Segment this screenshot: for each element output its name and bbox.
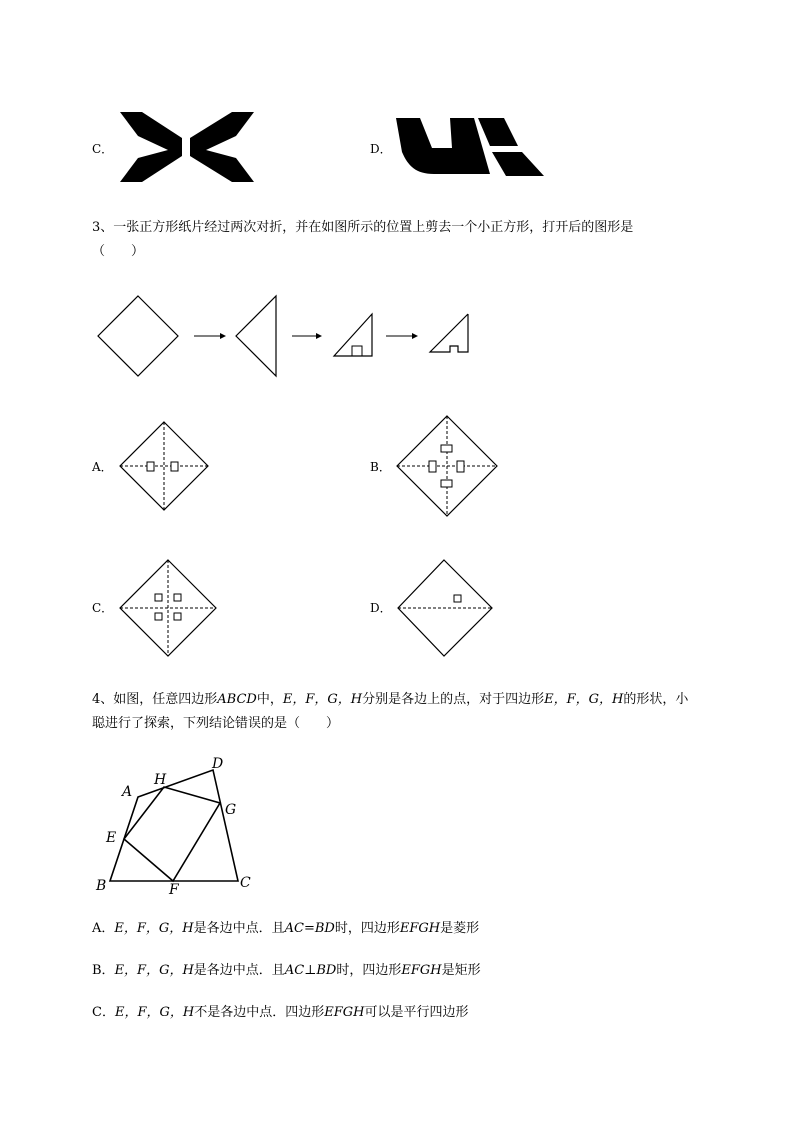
q4-option-a: A．E，F，G，H是各边中点．且AC=BD时，四边形EFGH是菱形 — [92, 921, 480, 936]
vertex-label-g: G — [225, 802, 237, 818]
vertex-label-b: B — [96, 878, 107, 894]
q4-option-c: C．E，F，G，H不是各边中点．四边形EFGH可以是平行四边形 — [92, 1005, 469, 1020]
q4-stem-line1: 4、如图，任意四边形ABCD中，E，F，G，H分别是各边上的点，对于四边形E，F，G，H的形状，小 — [92, 692, 689, 707]
q2-option-c-label: C． — [92, 142, 114, 156]
q4-option-b: B．E，F，G，H是各边中点．且AC⊥BD时，四边形EFGH是矩形 — [92, 963, 481, 978]
q2-option-c-figure — [118, 110, 256, 184]
q2-option-d-figure — [394, 116, 546, 178]
q3-option-d-label: D． — [370, 601, 392, 615]
vertex-label-d: D — [212, 756, 224, 772]
q3-option-c-label: C． — [92, 601, 114, 615]
q3-option-a-figure — [118, 420, 210, 512]
q2-option-d-label: D． — [370, 142, 392, 156]
q3-stem-line1: 3、一张正方形纸片经过两次对折，并在如图所示的位置上剪去一个小正方形，打开后的图形是 — [92, 220, 634, 235]
q3-option-a-label: A． — [92, 460, 113, 474]
q3-option-b-label: B． — [370, 460, 391, 474]
q3-stem-line2: （ ） — [92, 244, 145, 259]
q3-option-d-figure — [396, 558, 494, 658]
q4-quadrilateral-figure — [92, 752, 262, 898]
vertex-label-a: A — [122, 784, 133, 800]
q3-option-b-figure — [395, 414, 499, 518]
q3-stem — [92, 216, 752, 264]
q4-stem — [92, 688, 752, 736]
vertex-label-e: E — [106, 830, 117, 846]
q3-option-c-figure — [118, 558, 218, 658]
vertex-label-f: F — [169, 882, 179, 898]
vertex-label-h: H — [154, 772, 167, 788]
q4-stem-line2: 聪进行了探索，下列结论错误的是（ ） — [92, 716, 340, 731]
q3-folding-sequence-figure — [96, 294, 486, 380]
vertex-label-c: C — [240, 875, 251, 891]
